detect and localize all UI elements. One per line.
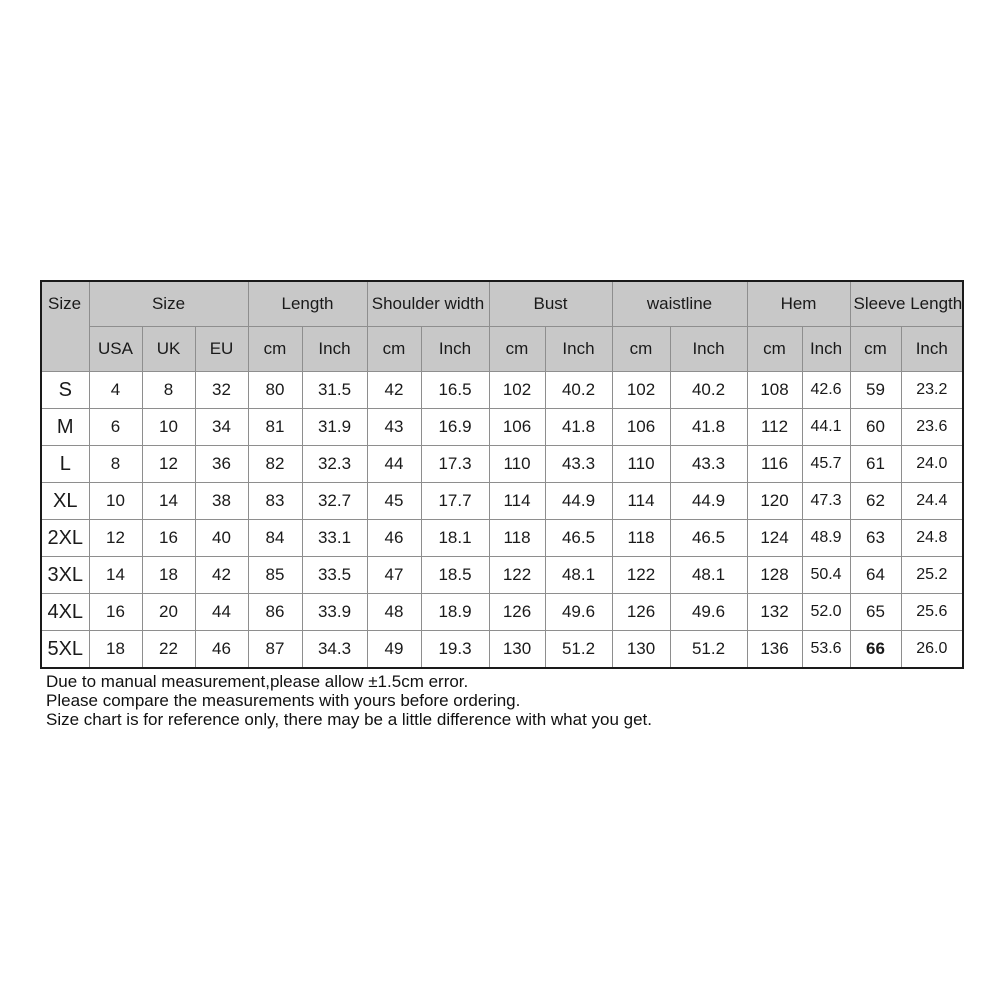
- cell-sleeve-cm: 63: [850, 520, 901, 557]
- cell-hem-inch: 47.3: [802, 483, 850, 520]
- cell-uk: 20: [142, 594, 195, 631]
- cell-sleeve-inch: 24.0: [901, 446, 963, 483]
- cell-length-cm: 84: [248, 520, 302, 557]
- cell-shoulder-inch: 18.5: [421, 557, 489, 594]
- cell-length-cm: 86: [248, 594, 302, 631]
- cell-usa: 12: [89, 520, 142, 557]
- table-row: [41, 631, 963, 669]
- cell-shoulder-inch: 18.1: [421, 520, 489, 557]
- header-bust: Bust: [489, 281, 612, 327]
- cell-hem-cm: 132: [747, 594, 802, 631]
- cell-bust-cm: 102: [489, 372, 545, 409]
- cell-eu: 32: [195, 372, 248, 409]
- cell-length-inch: 33.5: [302, 557, 367, 594]
- sub-header-row: [41, 327, 963, 372]
- table-row: [41, 446, 963, 483]
- note-line: Size chart is for reference only, there may be a little difference with what you get.: [46, 710, 653, 729]
- cell-bust-inch: 43.3: [545, 446, 612, 483]
- cell-bust-inch: 41.8: [545, 409, 612, 446]
- cell-shoulder-inch: 19.3: [421, 631, 489, 669]
- row-size-label: 5XL: [41, 631, 89, 669]
- sub-header-sleeve-cm: cm: [850, 327, 901, 372]
- note-line: Due to manual measurement,please allow ±1.5cm error.: [46, 672, 469, 691]
- cell-shoulder-cm: 46: [367, 520, 421, 557]
- sub-header-shoulder-inch: Inch: [421, 327, 489, 372]
- cell-waist-inch: 48.1: [670, 557, 747, 594]
- sub-header-sleeve-inch: Inch: [901, 327, 963, 372]
- header-shoulder-width: Shoulder width: [367, 281, 489, 327]
- cell-waist-inch: 51.2: [670, 631, 747, 669]
- sub-header-hem-inch: Inch: [802, 327, 850, 372]
- cell-bust-inch: 49.6: [545, 594, 612, 631]
- sub-header-length-inch: Inch: [302, 327, 367, 372]
- sub-header-uk: UK: [142, 327, 195, 372]
- cell-waist-inch: 44.9: [670, 483, 747, 520]
- cell-length-inch: 32.3: [302, 446, 367, 483]
- cell-waist-cm: 118: [612, 520, 670, 557]
- row-size-label: 3XL: [41, 557, 89, 594]
- cell-uk: 16: [142, 520, 195, 557]
- cell-sleeve-inch: 25.6: [901, 594, 963, 631]
- cell-usa: 10: [89, 483, 142, 520]
- cell-length-inch: 33.9: [302, 594, 367, 631]
- cell-waist-cm: 126: [612, 594, 670, 631]
- header-sleeve-length: Sleeve Length: [850, 281, 963, 327]
- row-size-label: 2XL: [41, 520, 89, 557]
- cell-eu: 38: [195, 483, 248, 520]
- cell-bust-cm: 126: [489, 594, 545, 631]
- cell-bust-inch: 44.9: [545, 483, 612, 520]
- cell-eu: 40: [195, 520, 248, 557]
- cell-waist-cm: 122: [612, 557, 670, 594]
- cell-waist-inch: 49.6: [670, 594, 747, 631]
- sub-header-usa: USA: [89, 327, 142, 372]
- size-chart-table: [40, 280, 964, 669]
- cell-sleeve-inch: 25.2: [901, 557, 963, 594]
- row-size-label: S: [41, 372, 89, 409]
- cell-hem-inch: 50.4: [802, 557, 850, 594]
- cell-uk: 8: [142, 372, 195, 409]
- cell-bust-cm: 114: [489, 483, 545, 520]
- sub-header-hem-cm: cm: [747, 327, 802, 372]
- cell-bust-cm: 130: [489, 631, 545, 669]
- cell-sleeve-cm: 64: [850, 557, 901, 594]
- cell-usa: 4: [89, 372, 142, 409]
- sub-header-eu: EU: [195, 327, 248, 372]
- cell-uk: 12: [142, 446, 195, 483]
- cell-hem-cm: 108: [747, 372, 802, 409]
- cell-usa: 6: [89, 409, 142, 446]
- row-size-label: 4XL: [41, 594, 89, 631]
- cell-uk: 14: [142, 483, 195, 520]
- cell-sleeve-inch: 24.4: [901, 483, 963, 520]
- cell-bust-cm: 122: [489, 557, 545, 594]
- cell-waist-cm: 110: [612, 446, 670, 483]
- corner-empty-cell: [41, 327, 89, 372]
- cell-waist-cm: 114: [612, 483, 670, 520]
- sub-header-length-cm: cm: [248, 327, 302, 372]
- cell-sleeve-cm: 59: [850, 372, 901, 409]
- cell-waist-cm: 102: [612, 372, 670, 409]
- cell-shoulder-cm: 43: [367, 409, 421, 446]
- row-size-label: M: [41, 409, 89, 446]
- table-row: [41, 557, 963, 594]
- group-header-row: [41, 281, 963, 327]
- cell-waist-inch: 40.2: [670, 372, 747, 409]
- cell-shoulder-inch: 16.9: [421, 409, 489, 446]
- sub-header-bust-inch: Inch: [545, 327, 612, 372]
- cell-eu: 42: [195, 557, 248, 594]
- table-row: [41, 372, 963, 409]
- cell-sleeve-inch: 23.6: [901, 409, 963, 446]
- sub-header-shoulder-cm: cm: [367, 327, 421, 372]
- cell-shoulder-cm: 44: [367, 446, 421, 483]
- cell-bust-cm: 106: [489, 409, 545, 446]
- cell-hem-inch: 44.1: [802, 409, 850, 446]
- header-length: Length: [248, 281, 367, 327]
- cell-shoulder-inch: 17.7: [421, 483, 489, 520]
- cell-hem-inch: 42.6: [802, 372, 850, 409]
- cell-length-cm: 83: [248, 483, 302, 520]
- cell-hem-inch: 52.0: [802, 594, 850, 631]
- cell-sleeve-inch: 24.8: [901, 520, 963, 557]
- cell-usa: 16: [89, 594, 142, 631]
- sub-header-waist-cm: cm: [612, 327, 670, 372]
- cell-hem-inch: 53.6: [802, 631, 850, 669]
- header-waistline: waistline: [612, 281, 747, 327]
- cell-length-cm: 85: [248, 557, 302, 594]
- cell-hem-cm: 120: [747, 483, 802, 520]
- cell-length-inch: 31.5: [302, 372, 367, 409]
- row-size-label: L: [41, 446, 89, 483]
- sub-header-waist-inch: Inch: [670, 327, 747, 372]
- cell-shoulder-cm: 48: [367, 594, 421, 631]
- cell-shoulder-cm: 42: [367, 372, 421, 409]
- cell-bust-cm: 118: [489, 520, 545, 557]
- cell-hem-inch: 45.7: [802, 446, 850, 483]
- cell-waist-cm: 130: [612, 631, 670, 669]
- cell-sleeve-cm: 65: [850, 594, 901, 631]
- measurement-notes: [46, 672, 946, 729]
- cell-eu: 36: [195, 446, 248, 483]
- cell-usa: 8: [89, 446, 142, 483]
- cell-uk: 18: [142, 557, 195, 594]
- cell-hem-cm: 116: [747, 446, 802, 483]
- header-size: Size: [89, 281, 248, 327]
- cell-uk: 10: [142, 409, 195, 446]
- cell-sleeve-cm: 61: [850, 446, 901, 483]
- cell-shoulder-cm: 45: [367, 483, 421, 520]
- cell-shoulder-inch: 18.9: [421, 594, 489, 631]
- cell-length-cm: 81: [248, 409, 302, 446]
- header-hem: Hem: [747, 281, 850, 327]
- cell-length-inch: 31.9: [302, 409, 367, 446]
- cell-bust-inch: 46.5: [545, 520, 612, 557]
- cell-bust-inch: 40.2: [545, 372, 612, 409]
- cell-waist-inch: 41.8: [670, 409, 747, 446]
- cell-length-inch: 32.7: [302, 483, 367, 520]
- cell-hem-cm: 128: [747, 557, 802, 594]
- cell-usa: 18: [89, 631, 142, 669]
- cell-sleeve-inch: 26.0: [901, 631, 963, 669]
- table-row: [41, 409, 963, 446]
- cell-usa: 14: [89, 557, 142, 594]
- cell-eu: 34: [195, 409, 248, 446]
- row-size-label: XL: [41, 483, 89, 520]
- cell-bust-inch: 48.1: [545, 557, 612, 594]
- cell-shoulder-inch: 16.5: [421, 372, 489, 409]
- cell-length-cm: 87: [248, 631, 302, 669]
- cell-length-inch: 34.3: [302, 631, 367, 669]
- cell-shoulder-inch: 17.3: [421, 446, 489, 483]
- note-line: Please compare the measurements with yours before ordering.: [46, 691, 521, 710]
- table-row: [41, 483, 963, 520]
- cell-eu: 44: [195, 594, 248, 631]
- cell-waist-inch: 46.5: [670, 520, 747, 557]
- cell-length-cm: 80: [248, 372, 302, 409]
- cell-bust-cm: 110: [489, 446, 545, 483]
- cell-length-cm: 82: [248, 446, 302, 483]
- cell-length-inch: 33.1: [302, 520, 367, 557]
- cell-bust-inch: 51.2: [545, 631, 612, 669]
- cell-sleeve-cm: 66: [850, 631, 901, 669]
- cell-uk: 22: [142, 631, 195, 669]
- cell-shoulder-cm: 47: [367, 557, 421, 594]
- cell-sleeve-cm: 62: [850, 483, 901, 520]
- cell-hem-cm: 124: [747, 520, 802, 557]
- cell-sleeve-inch: 23.2: [901, 372, 963, 409]
- table-row: [41, 520, 963, 557]
- cell-eu: 46: [195, 631, 248, 669]
- cell-sleeve-cm: 60: [850, 409, 901, 446]
- cell-waist-cm: 106: [612, 409, 670, 446]
- cell-hem-cm: 136: [747, 631, 802, 669]
- corner-size-label: Size: [41, 281, 89, 327]
- cell-hem-cm: 112: [747, 409, 802, 446]
- cell-shoulder-cm: 49: [367, 631, 421, 669]
- cell-waist-inch: 43.3: [670, 446, 747, 483]
- sub-header-bust-cm: cm: [489, 327, 545, 372]
- table-row: [41, 594, 963, 631]
- cell-hem-inch: 48.9: [802, 520, 850, 557]
